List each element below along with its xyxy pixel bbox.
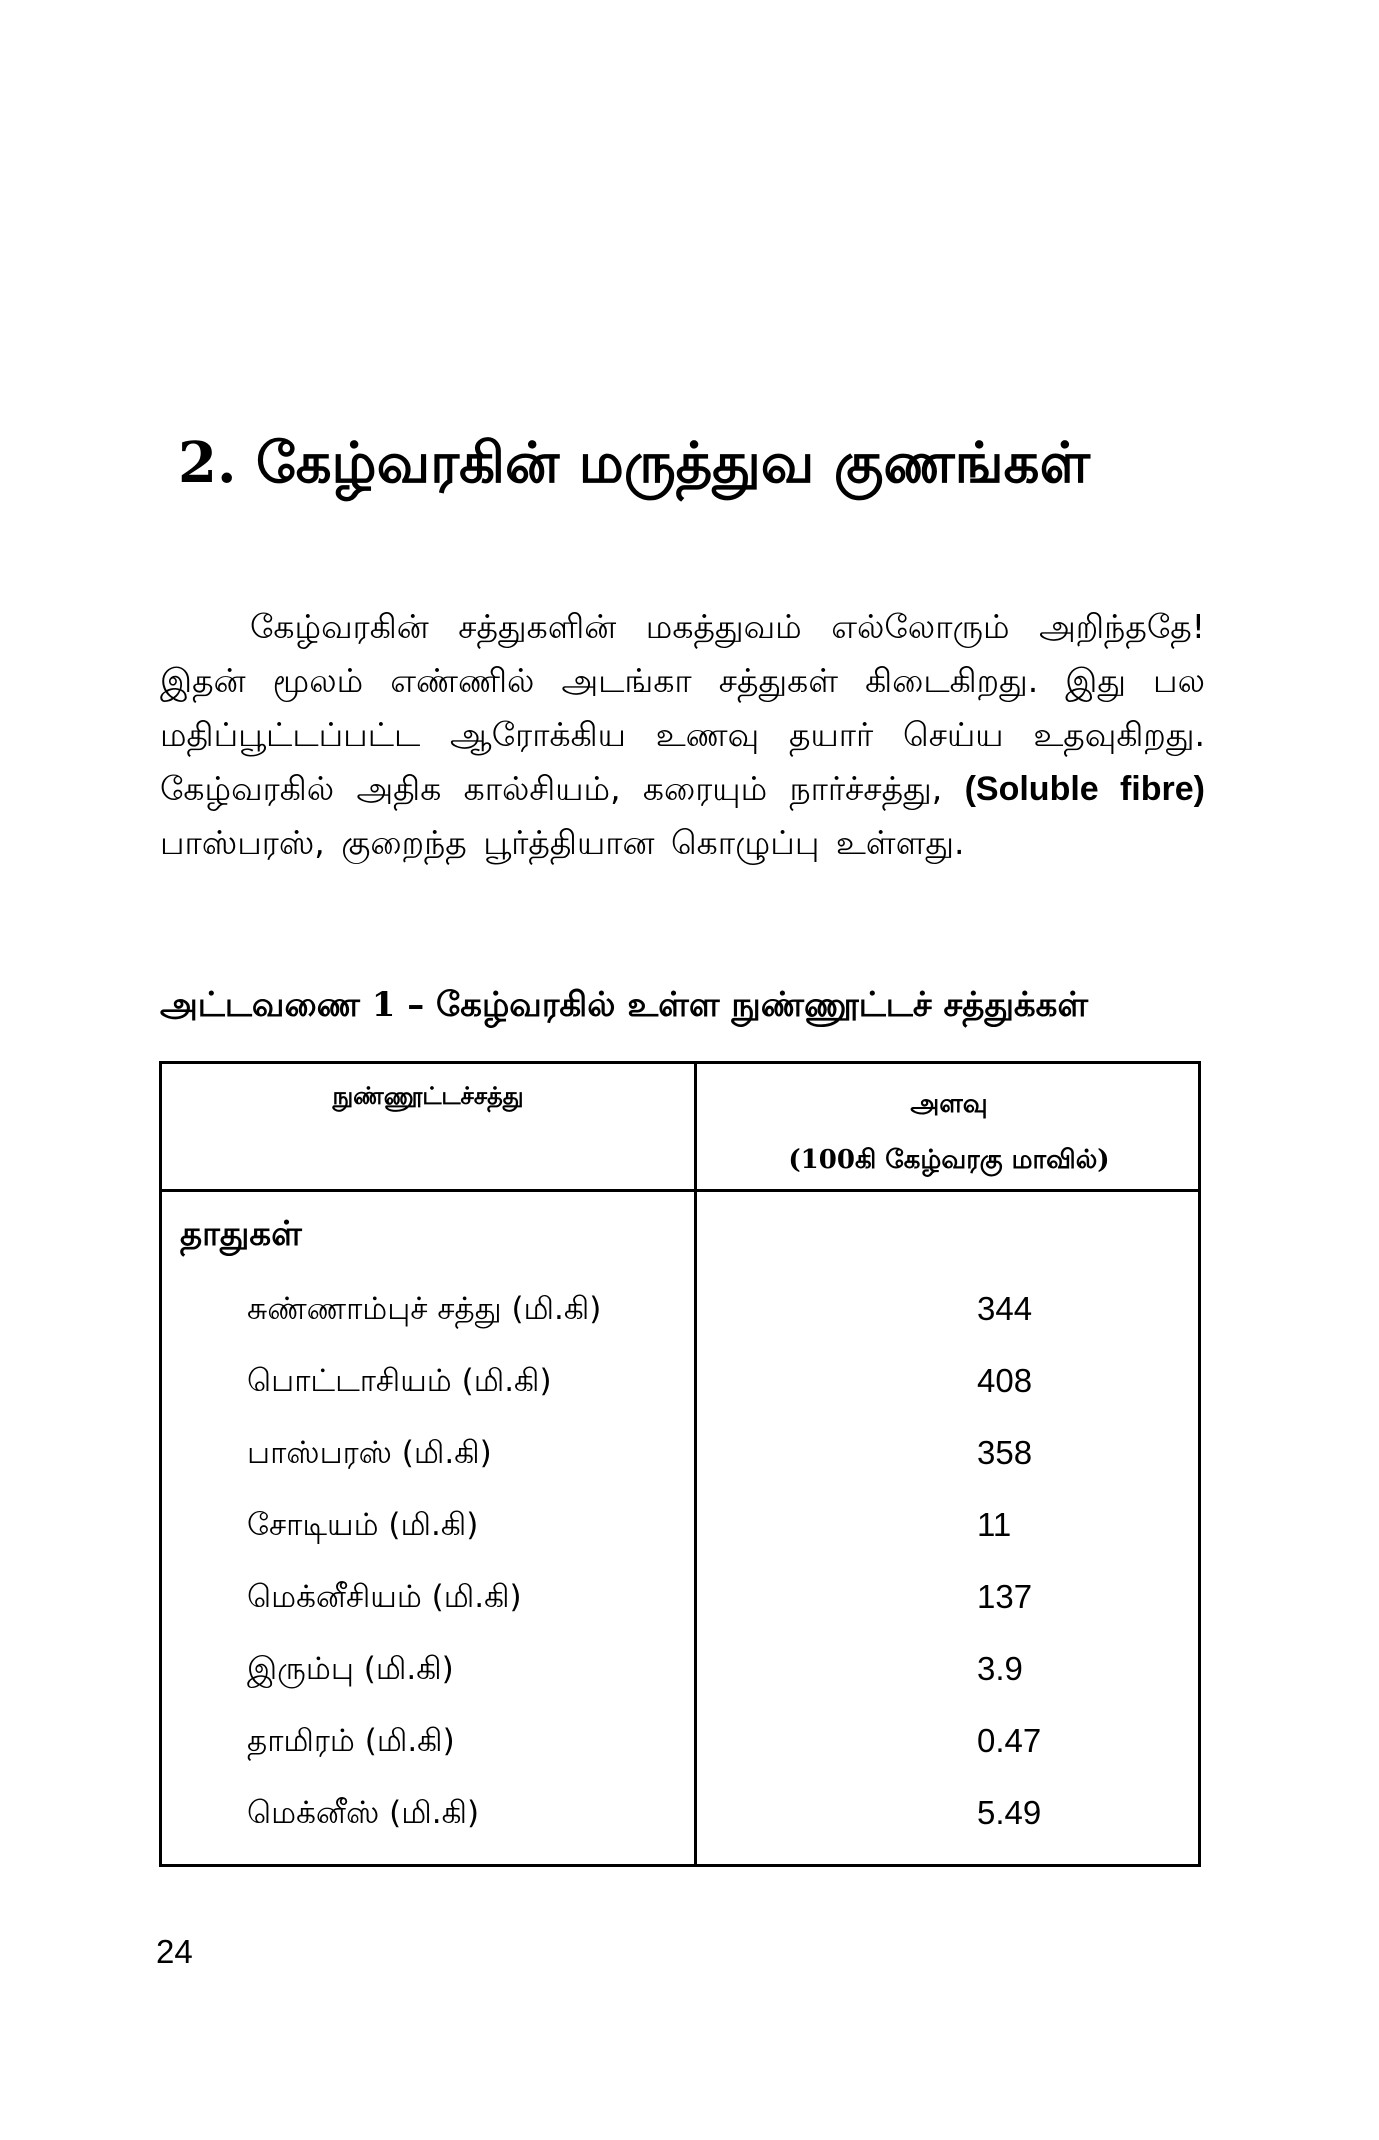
table-caption: அட்டவணை 1 – கேழ்வரகில் உள்ள நுண்ணூட்டச் சத்துக்கள் — [160, 985, 1089, 1025]
nutrient-name: சுண்ணாம்புச் சத்து (மி.கி) — [247, 1291, 602, 1327]
page-number: 24 — [156, 1933, 193, 1970]
nutrient-value: 0.47 — [977, 1722, 1042, 1759]
nutrient-value: 137 — [977, 1578, 1033, 1615]
header-amount-label: அளவு — [910, 1089, 988, 1119]
table-row — [162, 1634, 1198, 1704]
nutrient-value: 11 — [977, 1506, 1012, 1543]
nutrient-name: தாமிரம் (மி.கி) — [247, 1723, 455, 1759]
table-row — [162, 1418, 1198, 1488]
table-row — [162, 1706, 1198, 1776]
table-row — [162, 1274, 1198, 1344]
nutrient-name: பொட்டாசியம் (மி.கி) — [247, 1363, 552, 1399]
nutrient-value: 344 — [977, 1290, 1033, 1327]
nutrient-table — [159, 1061, 1201, 1867]
header-amount — [697, 1076, 1201, 1188]
intro-text-before: கேழ்வரகின் சத்துகளின் மகத்துவம் எல்லோரும் அறிந்ததே! இதன் மூலம் எண்ணில் அடங்கா சத்துகள் கிடைகிறது. இது பல மதிப்பூட்டப்பட்ட ஆரோக்கிய உணவு தயார் செய்ய உதவுகிறது. கேழ்வரகில் அதிக கால்சியம், கரையும் நார்ச்சத்து, — [160, 607, 1205, 808]
nutrient-name: மெக்னீசியம் (மி.கி) — [247, 1579, 522, 1615]
nutrient-name: மெக்னீஸ் (மி.கி) — [247, 1795, 480, 1831]
table-row — [162, 1778, 1198, 1848]
table-row — [162, 1562, 1198, 1632]
group-label-minerals: தாதுகள் — [180, 1214, 302, 1254]
header-divider — [162, 1189, 1198, 1192]
table-row — [162, 1490, 1198, 1560]
nutrient-value: 358 — [977, 1434, 1033, 1471]
nutrient-value: 5.49 — [977, 1794, 1042, 1831]
intro-english-term: (Soluble fibre) — [964, 770, 1205, 808]
nutrient-value: 3.9 — [977, 1650, 1023, 1687]
nutrient-name: சோடியம் (மி.கி) — [247, 1507, 479, 1543]
chapter-title: 2. கேழ்வரகின் மருத்துவ குணங்கள் — [178, 430, 1090, 496]
header-amount-unit: (100கி கேழ்வரகு மாவில்) — [788, 1145, 1110, 1175]
intro-paragraph — [160, 600, 1205, 870]
nutrient-name: பாஸ்பரஸ் (மி.கி) — [247, 1435, 492, 1471]
header-nutrient: நுண்ணூட்டச்சத்து — [332, 1081, 524, 1110]
nutrient-value: 408 — [977, 1362, 1033, 1399]
intro-text-after: பாஸ்பரஸ், குறைந்த பூர்த்தியான கொழுப்பு உள்ளது. — [160, 823, 965, 862]
table-row — [162, 1346, 1198, 1416]
nutrient-name: இரும்பு (மி.கி) — [247, 1651, 454, 1687]
